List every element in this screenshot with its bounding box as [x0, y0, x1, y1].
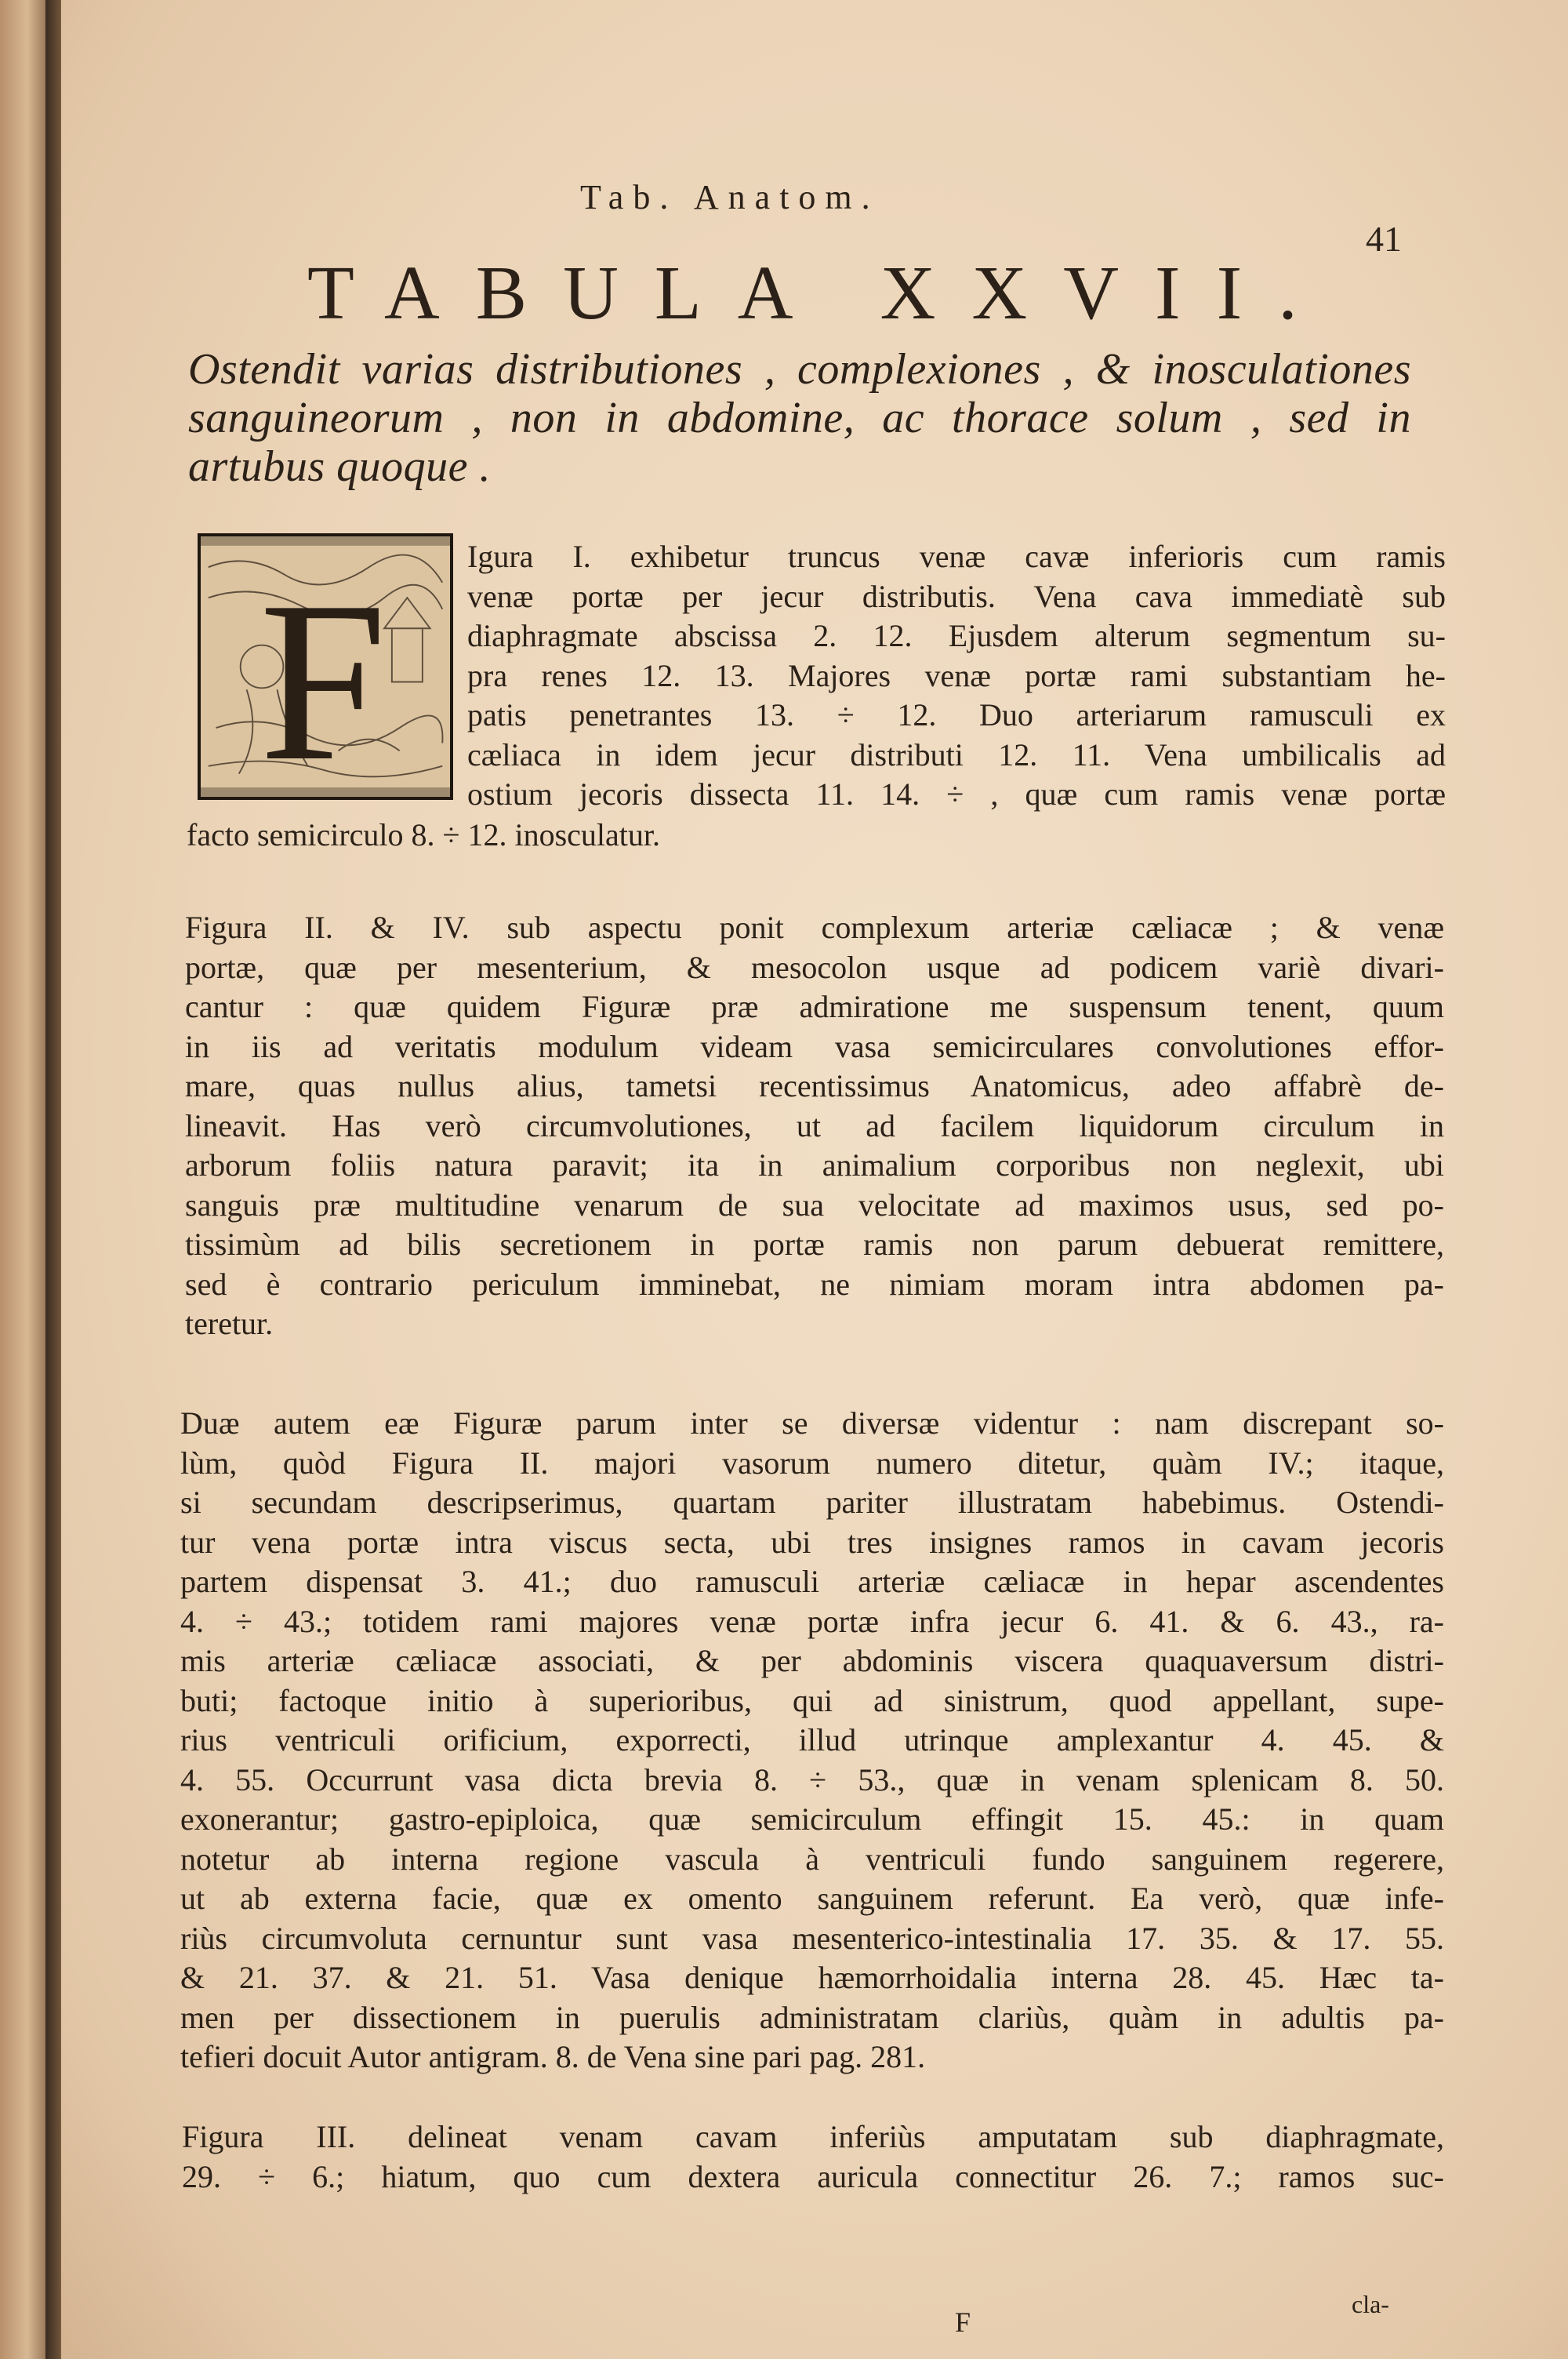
text-line: ostium jecoris dissecta 11. 14. ÷ , quæ cum ramis venæ portæ: [467, 776, 1446, 812]
text-line: teretur.: [185, 1306, 274, 1341]
text-line: patis penetrantes 13. ÷ 12. Duo arteriarum ramusculi ex: [467, 697, 1446, 732]
figure-3-paragraph: [182, 2117, 1444, 2197]
subtitle: [188, 345, 1411, 491]
text-line: exonerantur; gastro-epiploica, quæ semicirculum effingit 15. 45.: in quam: [180, 1801, 1444, 1837]
subtitle-line: Ostendit varias distributiones , complexiones , & inosculationes: [188, 345, 1411, 394]
figure-2-paragraph: [185, 908, 1444, 1344]
catchword: cla-: [1352, 2290, 1389, 2318]
paragraph-figures-2-and-4: [180, 1404, 1444, 2077]
text-line: facto semicirculo 8. ÷ 12. inosculatur.: [187, 817, 661, 852]
running-head: Tab. Anatom.: [580, 178, 880, 216]
text-line: sed è contrario periculum imminebat, ne nimiam moram intra abdomen pa-: [185, 1266, 1444, 1302]
text-line: arborum foliis natura paravit; ita in animalium corporibus non neglexit, ubi: [185, 1147, 1444, 1183]
text-line: riùs circumvoluta cernuntur sunt vasa mesenterico-intestinalia 17. 35. & 17. 55.: [180, 1920, 1444, 1956]
text-line: pra renes 12. 13. Majores venæ portæ rami substantiam he-: [467, 657, 1446, 693]
subtitle-line: sanguineorum , non in abdomine, ac thorace solum , sed in: [188, 394, 1411, 442]
text-line: lineavit. Has verò circumvolutiones, ut ad facilem liquidorum circulum in: [185, 1107, 1444, 1143]
text-line: Duæ autem eæ Figuræ parum inter se diversæ videntur : nam discrepant so-: [180, 1405, 1444, 1441]
text-line: tefieri docuit Autor antigram. 8. de Vena sine pari pag. 281.: [180, 2039, 926, 2074]
text-line: buti; factoque initio à superioribus, qui ad sinistrum, quod appellant, supe-: [180, 1682, 1444, 1718]
text-line: notetur ab interna regione vascula à ventriculi fundo sanguinem regerere,: [180, 1841, 1444, 1877]
page: [61, 0, 1568, 2359]
text-line: men per dissectionem in puerulis administratam clariùs, quàm in adultis pa-: [180, 1999, 1444, 2035]
svg-text:F: F: [259, 554, 387, 797]
text-line: Figura III. delineat venam cavam inferiùs amputatam sub diaphragmate,: [182, 2119, 1444, 2154]
page-title: TABULA XXVII.: [307, 251, 1334, 336]
decorated-initial-f: [198, 533, 453, 800]
signature-mark: F: [955, 2306, 971, 2338]
text-line: tissimùm ad bilis secretionem in portæ ramis non parum debuerat remittere,: [185, 1227, 1444, 1262]
text-line: mare, quas nullus alius, tametsi recentissimus Anatomicus, adeo affabrè de-: [185, 1068, 1444, 1103]
subtitle-line: artubus quoque .: [188, 442, 491, 491]
text-line: Figura II. & IV. sub aspectu ponit complexum arteriæ cæliacæ ; & venæ: [185, 910, 1444, 945]
text-line: & 21. 37. & 21. 51. Vasa denique hæmorrhoidalia interna 28. 45. Hæc ta-: [180, 1960, 1444, 1995]
text-line: cæliaca in idem jecur distributi 12. 11. Vena umbilicalis ad: [467, 736, 1446, 772]
text-line: si secundam descripserimus, quartam pariter illustratam habebimus. Ostendi-: [180, 1485, 1444, 1520]
text-line: Igura I. exhibetur truncus venæ cavæ inferioris cum ramis: [467, 539, 1446, 574]
text-line: rius ventriculi orificium, exporrecti, illud utrinque amplexantur 4. 45. &: [180, 1722, 1444, 1757]
text-line: venæ portæ per jecur distributis. Vena cava immediatè sub: [467, 578, 1446, 614]
woodcut-initial-icon: [201, 536, 450, 797]
figure-1-paragraph: [467, 537, 1446, 815]
text-line: ut ab externa facie, quæ ex omento sanguinem referunt. Ea verò, quæ infe-: [180, 1881, 1444, 1916]
text-line: 4. ÷ 43.; totidem rami majores venæ portæ infra jecur 6. 41. & 6. 43., ra-: [180, 1603, 1444, 1639]
text-line: cantur : quæ quidem Figuræ præ admiratione me suspensum tenent, quum: [185, 989, 1444, 1024]
text-line: tur vena portæ intra viscus secta, ubi tres insignes ramos in cavam jecoris: [180, 1524, 1444, 1560]
text-line: in iis ad veritatis modulum videam vasa semicirculares convolutiones effor-: [185, 1028, 1444, 1064]
text-line: sanguis præ multitudine venarum de sua velocitate ad maximos usus, sed po-: [185, 1187, 1444, 1223]
text-line: diaphragmate abscissa 2. 12. Ejusdem alterum segmentum su-: [467, 618, 1446, 653]
text-line: 29. ÷ 6.; hiatum, quo cum dextera auricula connectitur 26. 7.; ramos suc-: [182, 2158, 1444, 2194]
figure-1-last-line: [187, 816, 1444, 856]
text-line: mis arteriæ cæliacæ associati, & per abdominis viscera quaquaversum distri-: [180, 1643, 1444, 1678]
text-line: lùm, quòd Figura II. majori vasorum numero ditetur, quàm IV.; itaque,: [180, 1445, 1444, 1481]
text-line: partem dispensat 3. 41.; duo ramusculi arteriæ cæliacæ in hepar ascendentes: [180, 1564, 1444, 1599]
text-line: portæ, quæ per mesenterium, & mesocolon usque ad podicem variè divari-: [185, 949, 1444, 985]
page-number: 41: [1366, 219, 1402, 259]
text-line: 4. 55. Occurrunt vasa dicta brevia 8. ÷ 53., quæ in venam splenicam 8. 50.: [180, 1761, 1444, 1797]
